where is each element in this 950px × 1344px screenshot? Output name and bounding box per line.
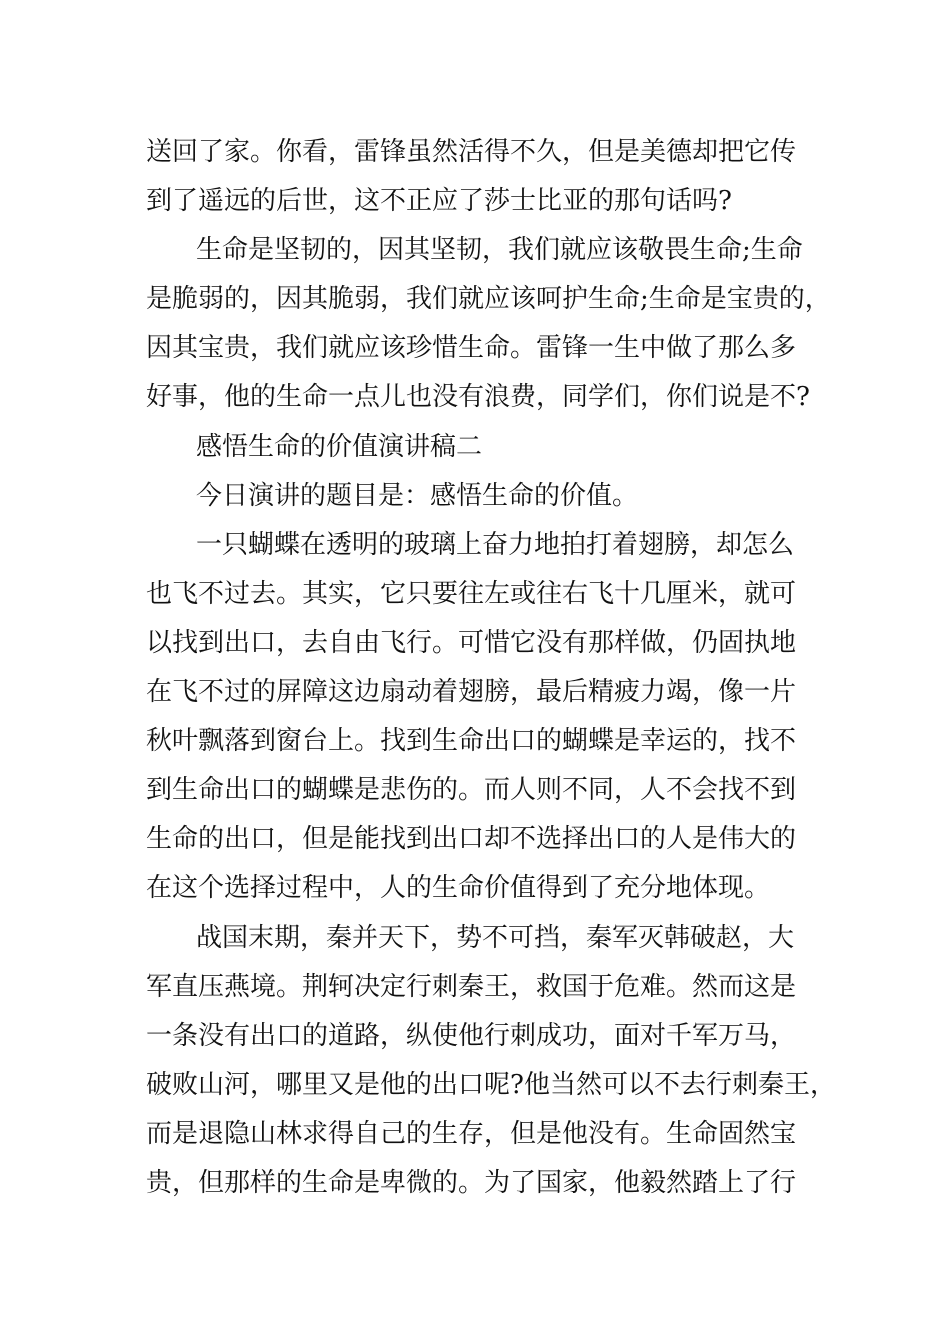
text-line: 到生命出口的蝴蝶是悲伤的。而人则不同，人不会找不到	[146, 775, 797, 806]
text-line: 生命的出口，但是能找到出口却不选择出口的人是伟大的	[146, 824, 797, 855]
text-line: 也飞不过去。其实，它只要往左或往右飞十几厘米，就可	[146, 578, 797, 609]
text-line: 以找到出口，去自由飞行。可惜它没有那样做，仍固执地	[146, 627, 797, 658]
text-line: 送回了家。你看，雷锋虽然活得不久，但是美德却把它传	[146, 137, 797, 167]
text-line: 生命是坚韧的，因其坚韧，我们就应该敬畏生命;生命	[196, 235, 803, 266]
text-line: 军直压燕境。荆轲决定行刺秦王，救国于危难。然而这是	[146, 971, 797, 1002]
text-line: 今日演讲的题目是：感悟生命的价值。	[196, 480, 639, 511]
text-line: 因其宝贵，我们就应该珍惜生命。雷锋一生中做了那么多	[146, 333, 797, 364]
text-line: 一只蝴蝶在透明的玻璃上奋力地拍打着翅膀，却怎么	[196, 529, 795, 560]
text-line: 在这个选择过程中，人的生命价值得到了充分地体现。	[146, 873, 771, 904]
text-line: 到了遥远的后世，这不正应了莎士比亚的那句话吗?	[146, 186, 732, 217]
text-line: 破败山河，哪里又是他的出口呢?他当然可以不去行刺秦王，	[146, 1069, 836, 1100]
text-line: 是脆弱的，因其脆弱，我们就应该呵护生命;生命是宝贵的，	[146, 284, 831, 315]
text-line: 战国末期，秦并天下，势不可挡，秦军灭韩破赵，大	[196, 922, 795, 953]
document-body	[146, 128, 836, 1208]
text-line: 好事，他的生命一点儿也没有浪费，同学们，你们说是不?	[146, 382, 810, 413]
text-line: 秋叶飘落到窗台上。找到生命出口的蝴蝶是幸运的，找不	[146, 726, 797, 757]
text-line: 而是退隐山林求得自己的生存，但是他没有。生命固然宝	[146, 1118, 797, 1149]
text-line: 在飞不过的屏障这边扇动着翅膀，最后精疲力竭，像一片	[146, 677, 797, 708]
section-heading: 感悟生命的价值演讲稿二	[196, 431, 483, 462]
text-line: 贵，但那样的生命是卑微的。为了国家，他毅然踏上了行	[146, 1167, 797, 1198]
text-line: 一条没有出口的道路，纵使他行刺成功，面对千军万马，	[146, 1020, 797, 1051]
